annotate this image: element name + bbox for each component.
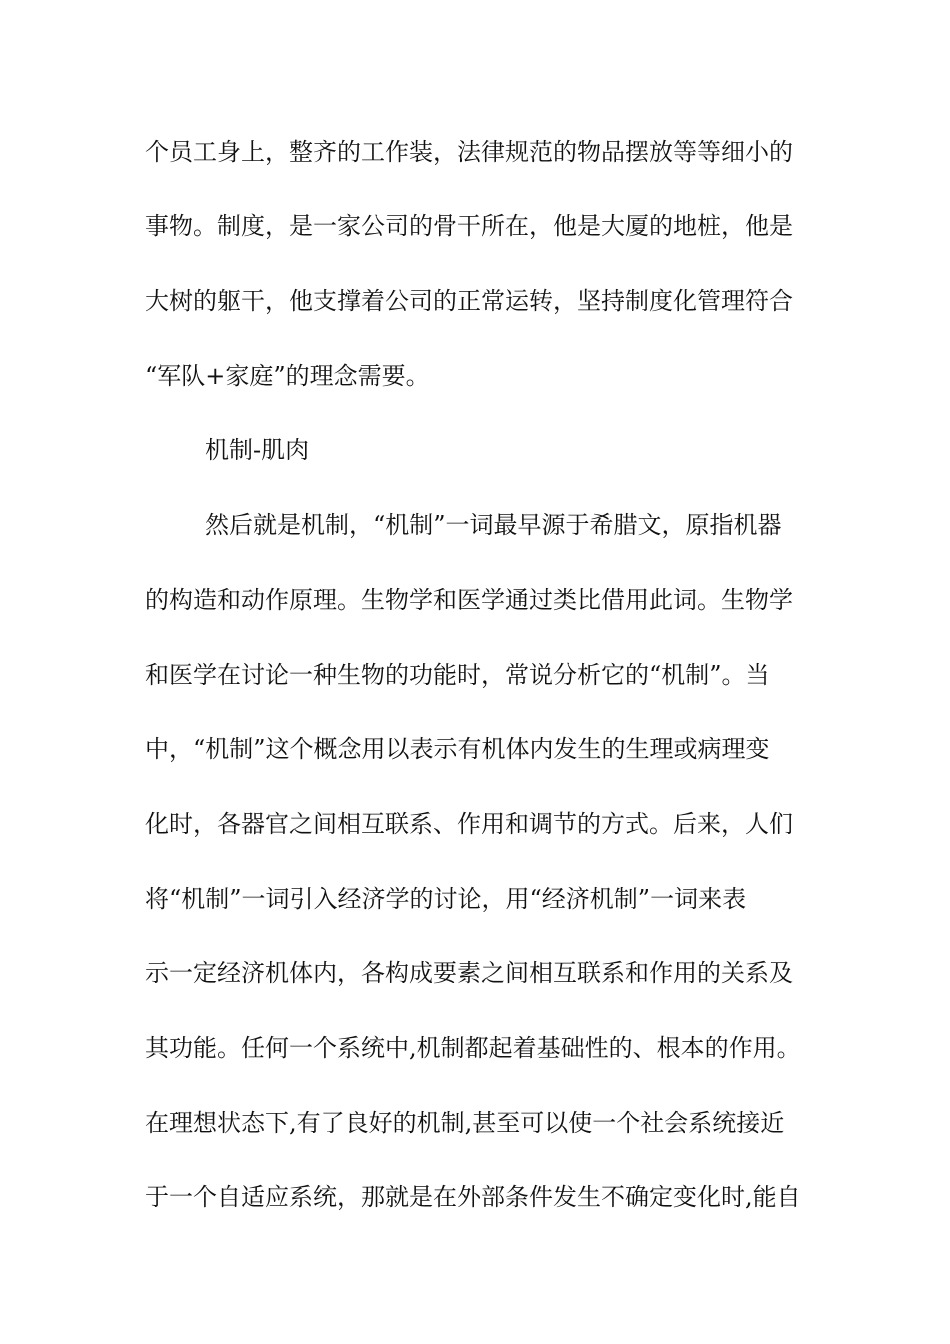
paragraph-line: 然后就是机制，“机制”一词最早源于希腊文，原指机器: [205, 511, 782, 539]
paragraph-line: 示一定经济机体内，各构成要素之间相互联系和作用的关系及: [145, 959, 793, 987]
paragraph-line: 大树的躯干，他支撑着公司的正常运转，坚持制度化管理符合: [145, 287, 793, 315]
paragraph-line: 的构造和动作原理。生物学和医学通过类比借用此词。生物学: [145, 586, 793, 614]
paragraph-line: 个员工身上，整齐的工作装，法律规范的物品摆放等等细小的: [145, 138, 793, 166]
paragraph-line: 将“机制”一词引入经济学的讨论，用“经济机制”一词来表: [145, 885, 747, 913]
paragraph-line: 和医学在讨论一种生物的功能时，常说分析它的“机制”。当: [145, 661, 770, 689]
paragraph-line: 在理想状态下,有了良好的机制,甚至可以使一个社会系统接近: [145, 1109, 785, 1137]
paragraph-line: 中，“机制”这个概念用以表示有机体内发生的生理或病理变: [145, 735, 770, 763]
section-heading: 机制-肌肉: [205, 436, 310, 464]
paragraph-line: 其功能。任何一个系统中,机制都起着基础性的、根本的作用。: [145, 1034, 801, 1062]
paragraph-line: 于一个自适应系统，那就是在外部条件发生不确定变化时,能自: [145, 1183, 801, 1211]
paragraph-line: 化时，各器官之间相互联系、作用和调节的方式。后来，人们: [145, 810, 793, 838]
paragraph-line: “军队+家庭”的理念需要。: [145, 362, 430, 390]
paragraph-line: 事物。制度，是一家公司的骨干所在，他是大厦的地桩，他是: [145, 212, 793, 240]
